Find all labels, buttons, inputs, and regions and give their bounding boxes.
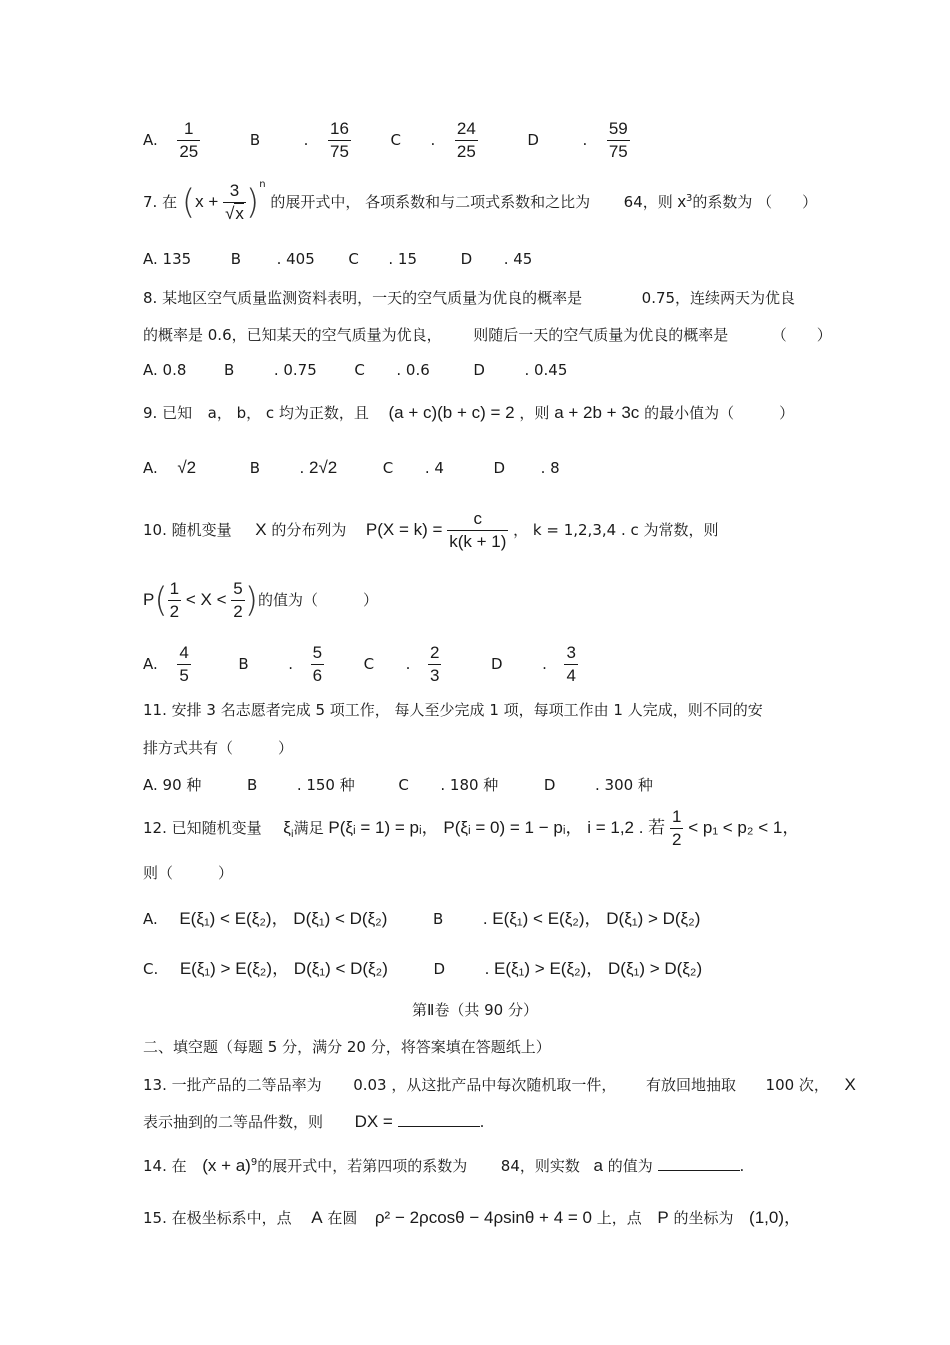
q10-mid: < X < [185,590,227,609]
q11-option-c: . 180 种 [440,776,499,794]
q13-x: X [844,1075,856,1094]
q8-text-2c: （ ） [771,326,832,344]
q12-option-d: . E(ξ₁) > E(ξ₂)， D(ξ₁) > D(ξ₂) [484,959,703,978]
q11-line2: 排方式共有（ ） [143,739,294,757]
q14-expr: (x + a) [202,1156,251,1175]
q15-tail: 的坐标为 [673,1209,734,1227]
option-c-fraction: $\frac{24}{25}$ [456,119,476,161]
option-d-fraction: $\frac{59}{75}$ [608,119,628,161]
q15-mid: 上，点 [596,1209,642,1227]
q12-p2: ， P(ξᵢ = 0) = 1 − pᵢ [421,818,566,837]
q7-x: x + [195,192,219,211]
q14-prefix: 14. 在 [143,1157,187,1175]
q9-option-b-label: B [249,459,260,477]
option-d-dot: . [582,131,588,149]
q14-end: . [739,1157,745,1175]
option-b-fraction: $\frac{16}{75}$ [330,119,349,161]
q10-options [143,642,578,687]
q10-frac-2: $\frac{5}{2}$ [233,579,243,621]
q14-text: 的展开式中，若第四项的系数为 [257,1157,468,1175]
q10-option-c: $\frac{2}{3}$ [429,643,440,685]
question-7: 7. 在 (x + $\frac{3}{√x}$ )$^n$ 的展开式中， 各项系数和与二项式系数和之比为 64，则 $x^3$的系数为 （ ） [143,179,818,223]
q10-option-a-label: A. [143,655,158,673]
option-a-fraction: $\frac{1}{25}$ [179,119,199,161]
q14-tail: 的值为 [607,1157,653,1175]
q8-option-a: A. 0.8 [143,361,187,379]
q8-option-b-label: B [223,361,235,379]
q12-option-b: . E(ξ₁) < E(ξ₂)， D(ξ₁) > D(ξ₂) [482,909,701,928]
fill-blank-heading: 二、填空题（每题 5 分，满分 20 分，将答案填在答题纸上） [143,1038,551,1056]
q11-options [143,774,653,795]
q10-option-b: $\frac{5}{6}$ [312,643,323,685]
q7-option-b: . 405 [276,250,315,268]
q8-text-2a: 的概率是 0.6，已知某天的空气质量为优良， [143,326,442,344]
q10-tail2: 的值为（ ） [258,591,379,609]
q10-option-a: $\frac{4}{5}$ [179,643,189,685]
q7-option-d: . 45 [503,250,533,268]
q14-answer-blank[interactable] [658,1156,740,1171]
q8-option-d-label: D [473,361,485,379]
q9-option-c: . 4 [424,459,444,477]
section-2-title: 第Ⅱ卷（共 90 分） [411,1001,538,1019]
q11-line1: 11. 安排 3 名志愿者完成 5 项工作， 每人至少完成 1 项，每项工作由 1 人完成，则不同的安 [143,701,763,719]
question-15 [143,1203,801,1228]
q12-option-d-label: D [433,960,446,978]
q15-prefix: 15. 在极坐标系中，点 [143,1209,292,1227]
q13-text-1b: ，从这批产品中每次随机取一件， [391,1076,617,1094]
q15-coord: (1,0)， [749,1208,802,1227]
option-c-dot: . [430,131,436,149]
q13-text-1a: 13. 一批产品的二等品率为 [143,1076,322,1094]
q10-option-d-label: D [491,655,503,673]
q6-options [143,118,630,163]
q13-rate: 0.03 [353,1076,387,1094]
q13-text-2: 表示抽到的二等品件数，则 [143,1113,324,1131]
option-c-label: C [390,131,401,149]
q13-times: 100 次， [765,1076,829,1094]
q14-a: a [593,1156,603,1175]
q8-option-c-label: C [354,361,365,379]
q8-text-2b: 则随后一天的空气质量为优良的概率是 [473,326,729,344]
q10-option-d: $\frac{3}{4}$ [566,643,576,685]
q10-option-c-label: C [363,655,375,673]
q10-option-c-dot: . [405,655,411,673]
q7-xexp: 3 [686,193,693,204]
q10-option-b-label: B [238,655,249,673]
q10-fraction: $\frac{c}{k(k + 1)}$ [449,509,507,551]
q12-option-a-label: A. [143,910,158,928]
q9-option-b: . 2√2 [299,458,338,477]
q7-option-d-label: D [460,250,473,268]
q7-option-a: A. 135 [143,250,192,268]
q10-line2: P( $\frac{1}{2}$ < X < $\frac{5}{2}$ )的值为（ ） [143,579,379,621]
q8-line2 [143,324,832,345]
question-12 [143,806,799,851]
q7-options [143,250,532,268]
q12-then: 则（ ） [143,864,234,882]
q12-ineq: < p₁ < p₂ < 1， [688,818,800,837]
q9-prefix: 9. 已知 [143,404,193,422]
q15-point-p: P [657,1208,669,1227]
q9-mid: ，则 [519,404,550,422]
q8-option-b: . 0.75 [273,361,317,379]
option-d-label: D [527,131,539,149]
q8-text-1b: 0.75，连续两天为优良 [641,289,796,307]
q12-prefix: 12. 已知随机变量 [143,819,262,837]
q14-exponent: 9 [250,1157,258,1168]
q10-text: 的分布列为 [271,521,347,539]
q12-xi: ξ [283,818,291,837]
q12-p1: P(ξᵢ = 1) = pᵢ [328,818,422,837]
q9-option-a: √2 [177,458,197,477]
q10-option-d-dot: . [542,655,547,673]
q15-equation: ρ² − 2ρcosθ − 4ρsinθ + 4 = 0 [374,1208,592,1227]
q9-tail: 的最小值为（ ） [644,404,795,422]
q9-vars: a， b， c 均为正数，且 [207,404,369,422]
q13-text-1c: 有放回地抽取 [645,1076,736,1094]
q7-xvar: x [677,192,687,211]
q7-ratio: 64，则 [623,193,673,211]
q7-option-c-label: C [348,250,359,268]
q14-val: 84，则实数 [500,1157,580,1175]
q12-sub: i [290,829,294,840]
q13-dx: DX = [354,1112,393,1131]
q12-i: ， i = 1,2 . 若 [565,818,666,837]
q7-prefix: 7. 在 [143,193,178,211]
option-b-dot: . [303,131,309,149]
q11-option-b: . 150 种 [296,776,355,794]
q9-option-c-label: C [382,459,394,477]
q7-fraction: $\frac{3}{√x}$ [225,181,244,223]
q11-option-c-label: C [398,776,409,794]
q11-option-d: . 300 种 [594,776,653,794]
q10-frac-1: $\frac{1}{2}$ [169,579,180,621]
q12-text: 满足 [293,819,324,837]
q8-text-1a: 8. 某地区空气质量监测资料表明，一天的空气质量为优良的概率是 [143,289,583,307]
q13-end: . [479,1113,485,1131]
q15-text: 在圆 [327,1209,358,1227]
q8-option-c: . 0.6 [396,361,430,379]
question-10 [143,508,719,553]
q10-p2: P [143,590,155,609]
q8-line1 [143,287,795,308]
q13-line1 [143,1074,856,1095]
q8-options [143,361,567,379]
option-b-label: B [249,131,261,149]
q9-option-d: . 8 [540,459,560,477]
q10-prefix: 10. 随机变量 [143,521,232,539]
q8-option-d: . 0.45 [524,361,568,379]
q12-fraction: $\frac{1}{2}$ [671,807,682,849]
q11-option-a: A. 90 种 [143,776,202,794]
q7-exponent: n [259,179,266,190]
q12-option-a: E(ξ₁) < E(ξ₂)， D(ξ₁) < D(ξ₂) [179,909,388,928]
q11-option-d-label: D [543,776,556,794]
q9-expression: a + 2b + 3c [554,403,640,422]
q7-tail: 的系数为 （ ） [692,193,818,211]
q7-option-c: . 15 [388,250,417,268]
q7-option-b-label: B [230,250,242,268]
q10-x: X [255,520,267,539]
q9-option-d-label: D [493,459,506,477]
q12-option-c-label: C. [143,960,159,978]
q10-p: P(X = k) = [365,520,443,539]
option-a-label: A. [143,131,158,149]
q15-point-a: A [311,1208,323,1227]
q9-option-a-label: A. [143,459,158,477]
q12-options-cd [143,954,702,979]
q11-option-b-label: B [246,776,258,794]
question-14 [143,1155,744,1176]
q13-answer-blank[interactable] [398,1112,480,1127]
q13-line2 [143,1111,484,1132]
q12-option-c: E(ξ₁) > E(ξ₂)， D(ξ₁) < D(ξ₂) [179,959,388,978]
q7-text: 的展开式中， 各项系数和与二项式系数和之比为 [270,193,591,211]
q12-option-b-label: B [433,910,444,928]
q9-condition: (a + c)(b + c) = 2 [388,403,515,422]
q10-tail: ， k = 1,2,3,4 . c 为常数，则 [513,521,719,539]
q12-options-ab [143,904,700,929]
q9-options [143,458,560,478]
q10-option-b-dot: . [288,655,293,673]
question-9 [143,402,794,423]
